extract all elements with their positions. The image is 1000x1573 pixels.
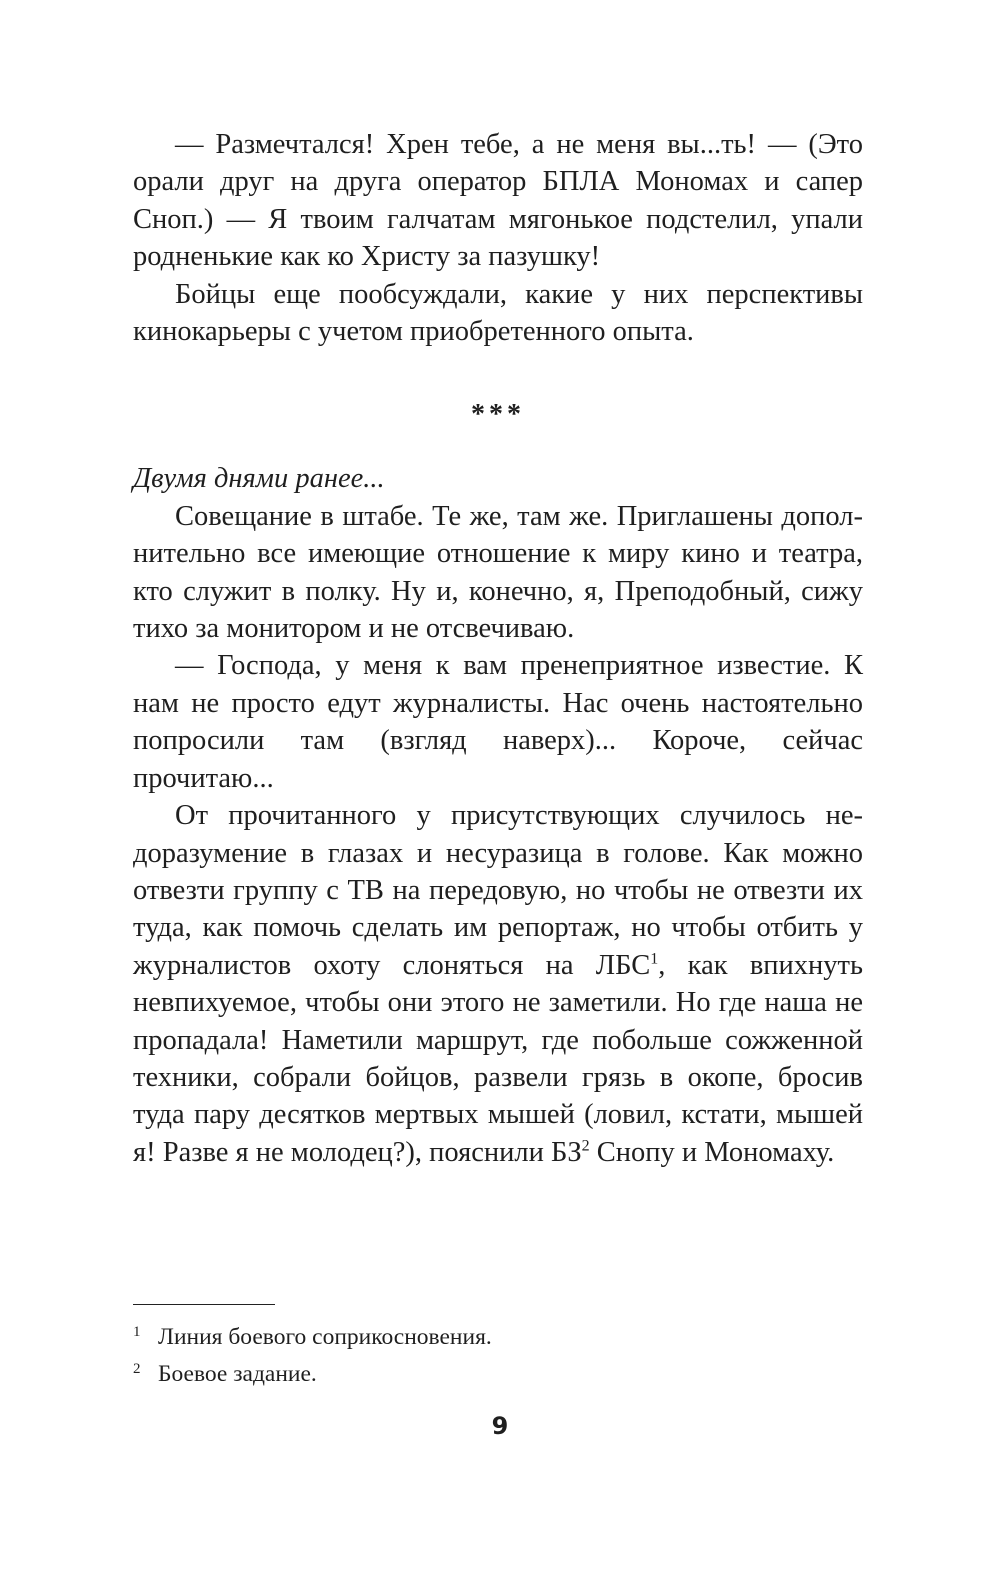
footnote-mark: 2	[133, 1361, 141, 1377]
footnotes	[133, 1316, 863, 1390]
paragraph-1: — Размечтался! Хрен тебе, а не меня вы...ть! — (Это орали друг на друга оператор БПЛА Мономах и сапер Сноп.) — Я твоим галчатам мягонькое подстелил, упали родненькие как ко Христу за пазушку!	[133, 129, 863, 273]
paragraph-3: Совещание в штабе. Те же, там же. Приглашены дополнительно все имеющие отношение к миру кино и театра, кто служит в полку. Ну и, конечно, я, Преподобный, сижу тихо за монитором и не отсвечиваю.	[133, 500, 863, 645]
italic-lead: Двумя днями ранее...	[133, 463, 385, 495]
footnote-ref-2[interactable]: 2	[581, 1137, 590, 1155]
section-separator: ***	[471, 399, 525, 431]
paragraph-5	[133, 797, 863, 1171]
page-number: 9	[491, 1412, 509, 1440]
footnote-divider	[133, 1304, 275, 1305]
paragraph-5-part-c: Снопу и Мономаху.	[589, 1136, 835, 1168]
footnote-1	[133, 1316, 863, 1353]
footnote-text: Боевое задание.	[158, 1361, 317, 1387]
footnote-text: Линия боевого соприкосновения.	[158, 1324, 492, 1350]
paragraph-5-part-b: , как впихнуть невпихуемое, чтобы они этого не заметили. Но где наша не пропадала! Наметили маршрут, где побольше сожженной техники, собрали бойцов, развели грязь в окопе, бросив туда пару десятков мертвых мышей (ловил, кстати, мышей я! Разве я не молодец?), пояснили БЗ	[133, 949, 864, 1168]
page-body	[133, 126, 863, 1171]
footnote-ref-1[interactable]: 1	[650, 950, 659, 968]
footnote-mark: 1	[133, 1324, 141, 1340]
paragraph-5-part-a: От прочитанного у присутствующих случилось недоразумение в глазах и несуразица в голове. Как можно отвезти группу с ТВ на передовую, но чтобы не отвезти их туда, как помочь сделать им репортаж, но чтобы отбить у журналистов охоту слоняться на ЛБС	[133, 800, 863, 981]
footnote-2	[133, 1353, 863, 1390]
paragraph-4: — Господа, у меня к вам пренеприятное известие. К нам не просто едут журналисты. Нас очень настоятельно попросили там (взгляд наверх)... Короче, сейчас прочитаю...	[133, 650, 863, 794]
paragraph-2: Бойцы еще пообсуждали, какие у них перспективы кинокарьеры с учетом приобретенного опыта.	[133, 278, 863, 348]
